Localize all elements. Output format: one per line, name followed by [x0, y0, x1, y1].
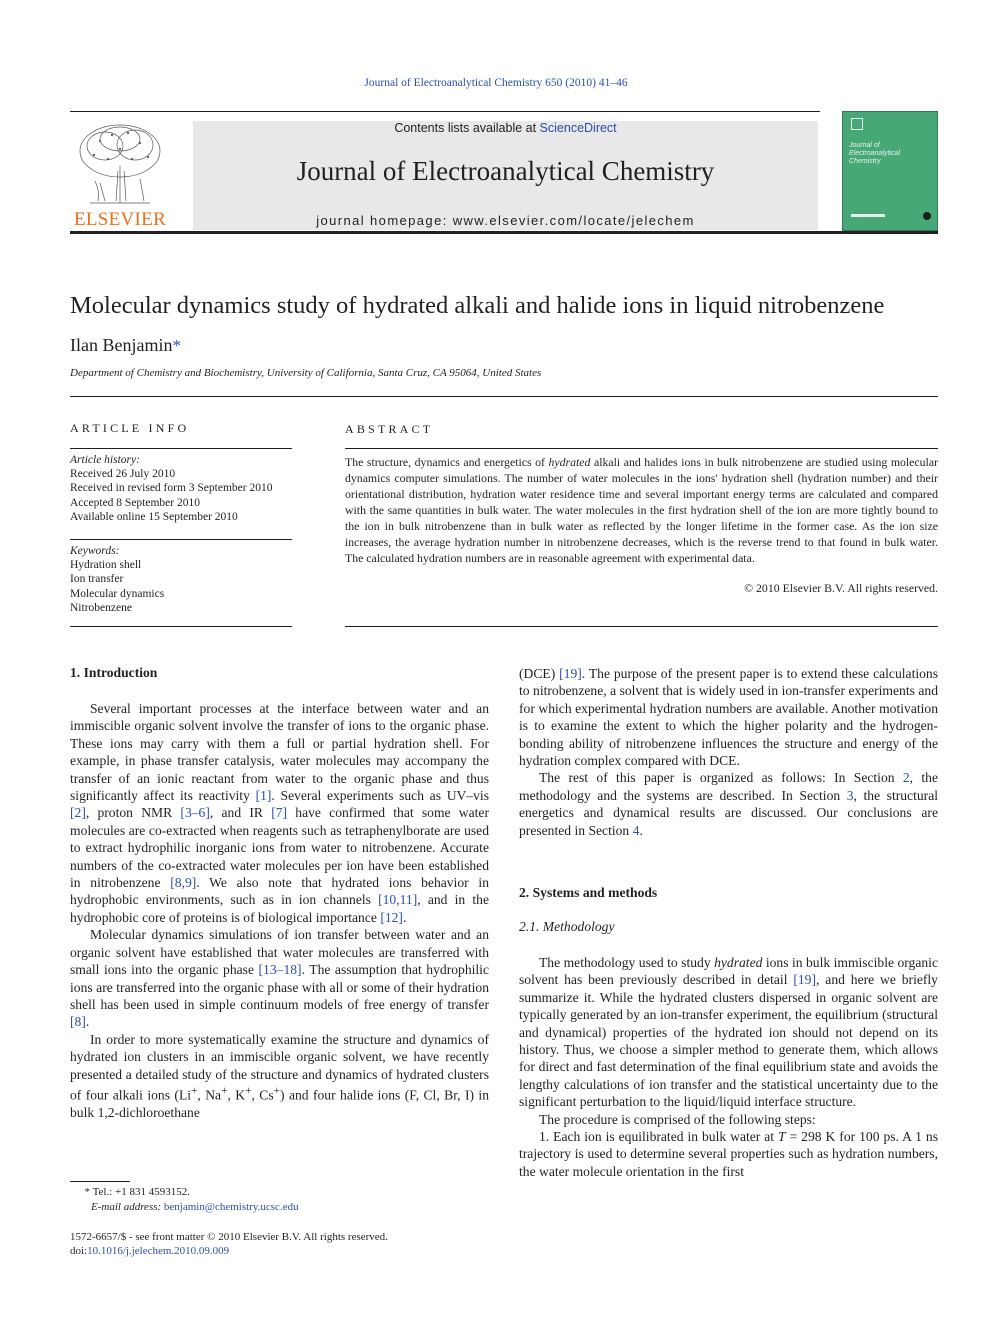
methods-heading: 2. Systems and methods: [519, 885, 658, 900]
contents-prefix: Contents lists available at: [394, 121, 540, 135]
abstract-part: alkali and halides ions in bulk nitrobenzene are studied using molecular dynamics computer simulations. The number of water molecules in the ions' hydration shell (hydration number) and their orientational distribution, hydration water residence time and several important energy terms are calculated and compared with the same quantities in bulk water. The water molecules in the first hydration shell of the ion are more tightly bound to the ion in bulk nitrobenzene than in bulk water as reflected by the longer lifetime in the former case. As the ion size increases, the average hydration number in nitrobenzene decreases, which is the reverse trend to that found in bulk water. The calculated hydration numbers are in reasonable agreement with experimental data.: [345, 455, 938, 565]
ref-link[interactable]: [7]: [271, 805, 288, 821]
info-rule-3: [70, 626, 292, 627]
article-title: Molecular dynamics study of hydrated alkali and halide ions in liquid nitrobenzene: [70, 292, 885, 319]
text: . The assumption that hydrophilic ions are transferred into the organic phase with all or some of their hydration shell has been used in simple continuum models of free energy of transfer: [70, 962, 489, 1012]
methodology-paragraph-2: The procedure is comprised of the following steps:: [539, 1111, 816, 1127]
keywords-label: Keywords:: [70, 545, 120, 557]
text: . We also note that hydrated ions behavior in hydrophobic environments, such as in ion channels: [70, 875, 489, 908]
ref-link[interactable]: [10,11]: [378, 892, 418, 908]
text: .: [85, 1014, 90, 1030]
methodology-heading: 2.1. Methodology: [519, 919, 615, 934]
ref-link[interactable]: [2]: [70, 805, 86, 821]
text: ) and four halide ions (F, Cl, Br, I) in bulk 1,2-dichloroethane: [70, 1087, 489, 1120]
contents-line: [193, 121, 818, 135]
footnote-star: *: [84, 1186, 90, 1198]
author-line: [70, 335, 181, 356]
keywords: [70, 544, 300, 615]
publisher-logo-text: ELSEVIER: [73, 209, 167, 230]
author-footnote-mark[interactable]: *: [172, 336, 181, 355]
header-rule: [70, 111, 820, 112]
journal-homepage[interactable]: journal homepage: www.elsevier.com/locate/jelechem: [316, 213, 695, 228]
text: have confirmed that some water molecules are co-extracted when reagents such as tetraphenylborate are used to extract hydrophilic inorganic ions from water to nitrobenzene. Accurate numbers of the co-extracted water molecules per ion have been established in nitrobenzene: [70, 805, 489, 891]
email-label: E-mail address:: [91, 1201, 164, 1213]
text: Several important processes at the interface between water and an immiscible organic solvent involve the transfer of ions to the organic phase. These ions may carry with them a full or partial hydration shell. For example, in phase transfer catalysis, water molecules may accompany the transfer of an ionic reactant from water to the organic phase and thus significantly affect its reactivity: [70, 701, 489, 804]
info-rule-2: [70, 539, 292, 540]
affiliation: Department of Chemistry and Biochemistry, University of California, Santa Cruz, CA 95064, United States: [70, 367, 542, 379]
text: , and IR: [209, 805, 272, 821]
text: , K: [227, 1087, 246, 1103]
intro-paragraph-3: [70, 1031, 489, 1122]
history-item: Accepted 8 September 2010: [70, 496, 200, 509]
footnote-tel: [70, 1186, 190, 1198]
history-item: Received in revised form 3 September 2010: [70, 482, 273, 495]
text: ions in bulk immiscible organic solvent has been previously described in detail: [519, 955, 938, 988]
superscript: +: [273, 1084, 281, 1097]
methodology-step-1: [519, 1128, 938, 1180]
history-item: Received 26 July 2010: [70, 468, 176, 481]
footnote-email: [91, 1201, 299, 1213]
methodology-body: [519, 954, 938, 1180]
ref-link[interactable]: [13–18]: [258, 962, 302, 978]
section-link[interactable]: 3: [846, 787, 854, 803]
text: .: [639, 822, 643, 838]
text: . The purpose of the present paper is to extend these calculations to nitrobenzene, a solvent that is widely used in ion-transfer experiments and for which experimental hydration numbers are available. Another motivation is to examine the extent to which the higher polarity and the hydrogen-bonding ability of nitrobenzene influences the structure and energy of the hydration complex compared with DCE.: [519, 666, 939, 769]
text: , proton NMR: [85, 805, 181, 821]
keyword: Ion transfer: [70, 573, 124, 586]
text: , and here we briefly summarize it. While the hydrated clusters dispersed in organic solvent are typically generated by an ion-transfer experiment, the equilibrium (structural and dynamical) properties of the hydrated ion should not depend on its history. Thus, we choose a simpler method to generate them, which allows for direct and fast determination of the final equilibrium state and avoids the lengthy calculations of ion transfer and the statistical uncertainty due to the significant perturbation to the liquid/liquid interface structure.: [519, 972, 938, 1110]
tel-text: Tel.: +1 831 4593152.: [92, 1186, 190, 1198]
history-label: Article history:: [70, 454, 140, 466]
keyword: Molecular dynamics: [70, 587, 165, 600]
text: The rest of this paper is organized as follows: In Section: [539, 770, 903, 786]
ref-link[interactable]: [1]: [255, 788, 272, 804]
footnote-rule: [70, 1181, 130, 1182]
text: , Cs: [251, 1087, 274, 1103]
text: = 298 K for 100 ps. A 1 ns trajectory is used to determine several properties such as hydration numbers, the water molecule orientation in the first: [519, 1129, 938, 1179]
abstract-rule-bottom: [345, 626, 938, 627]
email-link[interactable]: benjamin@chemistry.ucsc.edu: [163, 1201, 299, 1213]
methodology-paragraph-1: [519, 954, 938, 1111]
emphasis: hydrated: [714, 955, 763, 970]
author-name: Ilan Benjamin: [70, 335, 173, 355]
keyword: Nitrobenzene: [70, 601, 132, 614]
text: , the structural energetics and dynamical results are discussed. Our conclusions are presented in Section: [519, 787, 939, 838]
ref-link[interactable]: [8,9]: [170, 875, 197, 891]
cover-footer-mark: [851, 214, 885, 217]
superscript: +: [191, 1084, 198, 1097]
abstract-rule-top: [345, 448, 938, 449]
title-rule: [70, 396, 938, 397]
doi-link[interactable]: 10.1016/j.jelechem.2010.09.009: [87, 1245, 230, 1257]
text: (DCE): [519, 666, 560, 681]
section-link[interactable]: 2: [902, 770, 910, 786]
ref-link[interactable]: [3–6]: [180, 805, 210, 821]
text: Molecular dynamics simulations of ion transfer between water and an organic solvent have established that water molecules are transferred with small ions into the organic phase: [70, 927, 489, 978]
ref-link[interactable]: [19]: [559, 666, 582, 681]
doi-line: [70, 1245, 229, 1257]
right-column-top: [519, 665, 938, 839]
article-info-heading: ARTICLE INFO: [70, 421, 190, 435]
journal-title: Journal of Electroanalytical Chemistry: [296, 156, 715, 186]
intro-paragraph-1: [70, 700, 489, 926]
superscript: +: [245, 1084, 252, 1097]
history-item: Available online 15 September 2010: [70, 510, 238, 523]
text: In order to more systematically examine the structure and dynamics of hydrated ion clusters in an immiscible organic solvent, we have recently presented a detailed study of the structure and dynamics of hydrated clusters of four alkali ions (Li: [70, 1031, 489, 1103]
issn-line: 1572-6657/$ - see front matter © 2010 Elsevier B.V. All rights reserved.: [70, 1231, 388, 1243]
sciencedirect-link[interactable]: ScienceDirect: [539, 121, 617, 135]
abstract-heading: ABSTRACT: [345, 422, 434, 436]
cover-badge-icon: [923, 212, 931, 220]
abstract-emphasis: hydrated: [548, 455, 591, 469]
intro-paragraph-4: [519, 769, 938, 839]
text: . Several experiments such as UV–vis: [271, 788, 489, 804]
ref-link[interactable]: [19]: [793, 972, 817, 988]
cover-title: Journal of Electroanalytical Chemistry: [849, 142, 900, 165]
superscript: +: [221, 1084, 228, 1097]
article-history: [70, 453, 300, 524]
text: 1. Each ion is equilibrated in bulk water at: [539, 1129, 779, 1145]
cover-emblem-icon: [851, 118, 863, 130]
abstract-text: [345, 454, 938, 566]
text: , the methodology and the systems are described. In Section: [519, 770, 938, 803]
keyword: Hydration shell: [70, 559, 142, 572]
banner-rule: [70, 231, 938, 234]
text: , Na: [197, 1087, 222, 1103]
journal-cover: [842, 111, 938, 231]
ref-link[interactable]: [12]: [380, 909, 403, 925]
text: .: [402, 909, 407, 925]
temperature-symbol: T: [778, 1129, 786, 1145]
journal-citation[interactable]: Journal of Electroanalytical Chemistry 650 (2010) 41–46: [364, 77, 628, 89]
ref-link[interactable]: [8]: [70, 1014, 86, 1030]
intro-heading: 1. Introduction: [70, 665, 158, 680]
info-rule-1: [70, 448, 292, 449]
abstract-copyright: © 2010 Elsevier B.V. All rights reserved.: [744, 581, 938, 595]
text: , and in the hydrophobic core of proteins is of biological importance: [70, 892, 489, 925]
abstract-part: The structure, dynamics and energetics of: [345, 455, 549, 469]
section-link[interactable]: 4: [632, 822, 640, 838]
intro-body: [70, 700, 489, 1121]
intro-paragraph-3-cont: [519, 665, 938, 769]
doi-label: doi:: [70, 1245, 88, 1257]
intro-paragraph-2: [70, 926, 489, 1030]
text: The methodology used to study: [539, 955, 715, 970]
